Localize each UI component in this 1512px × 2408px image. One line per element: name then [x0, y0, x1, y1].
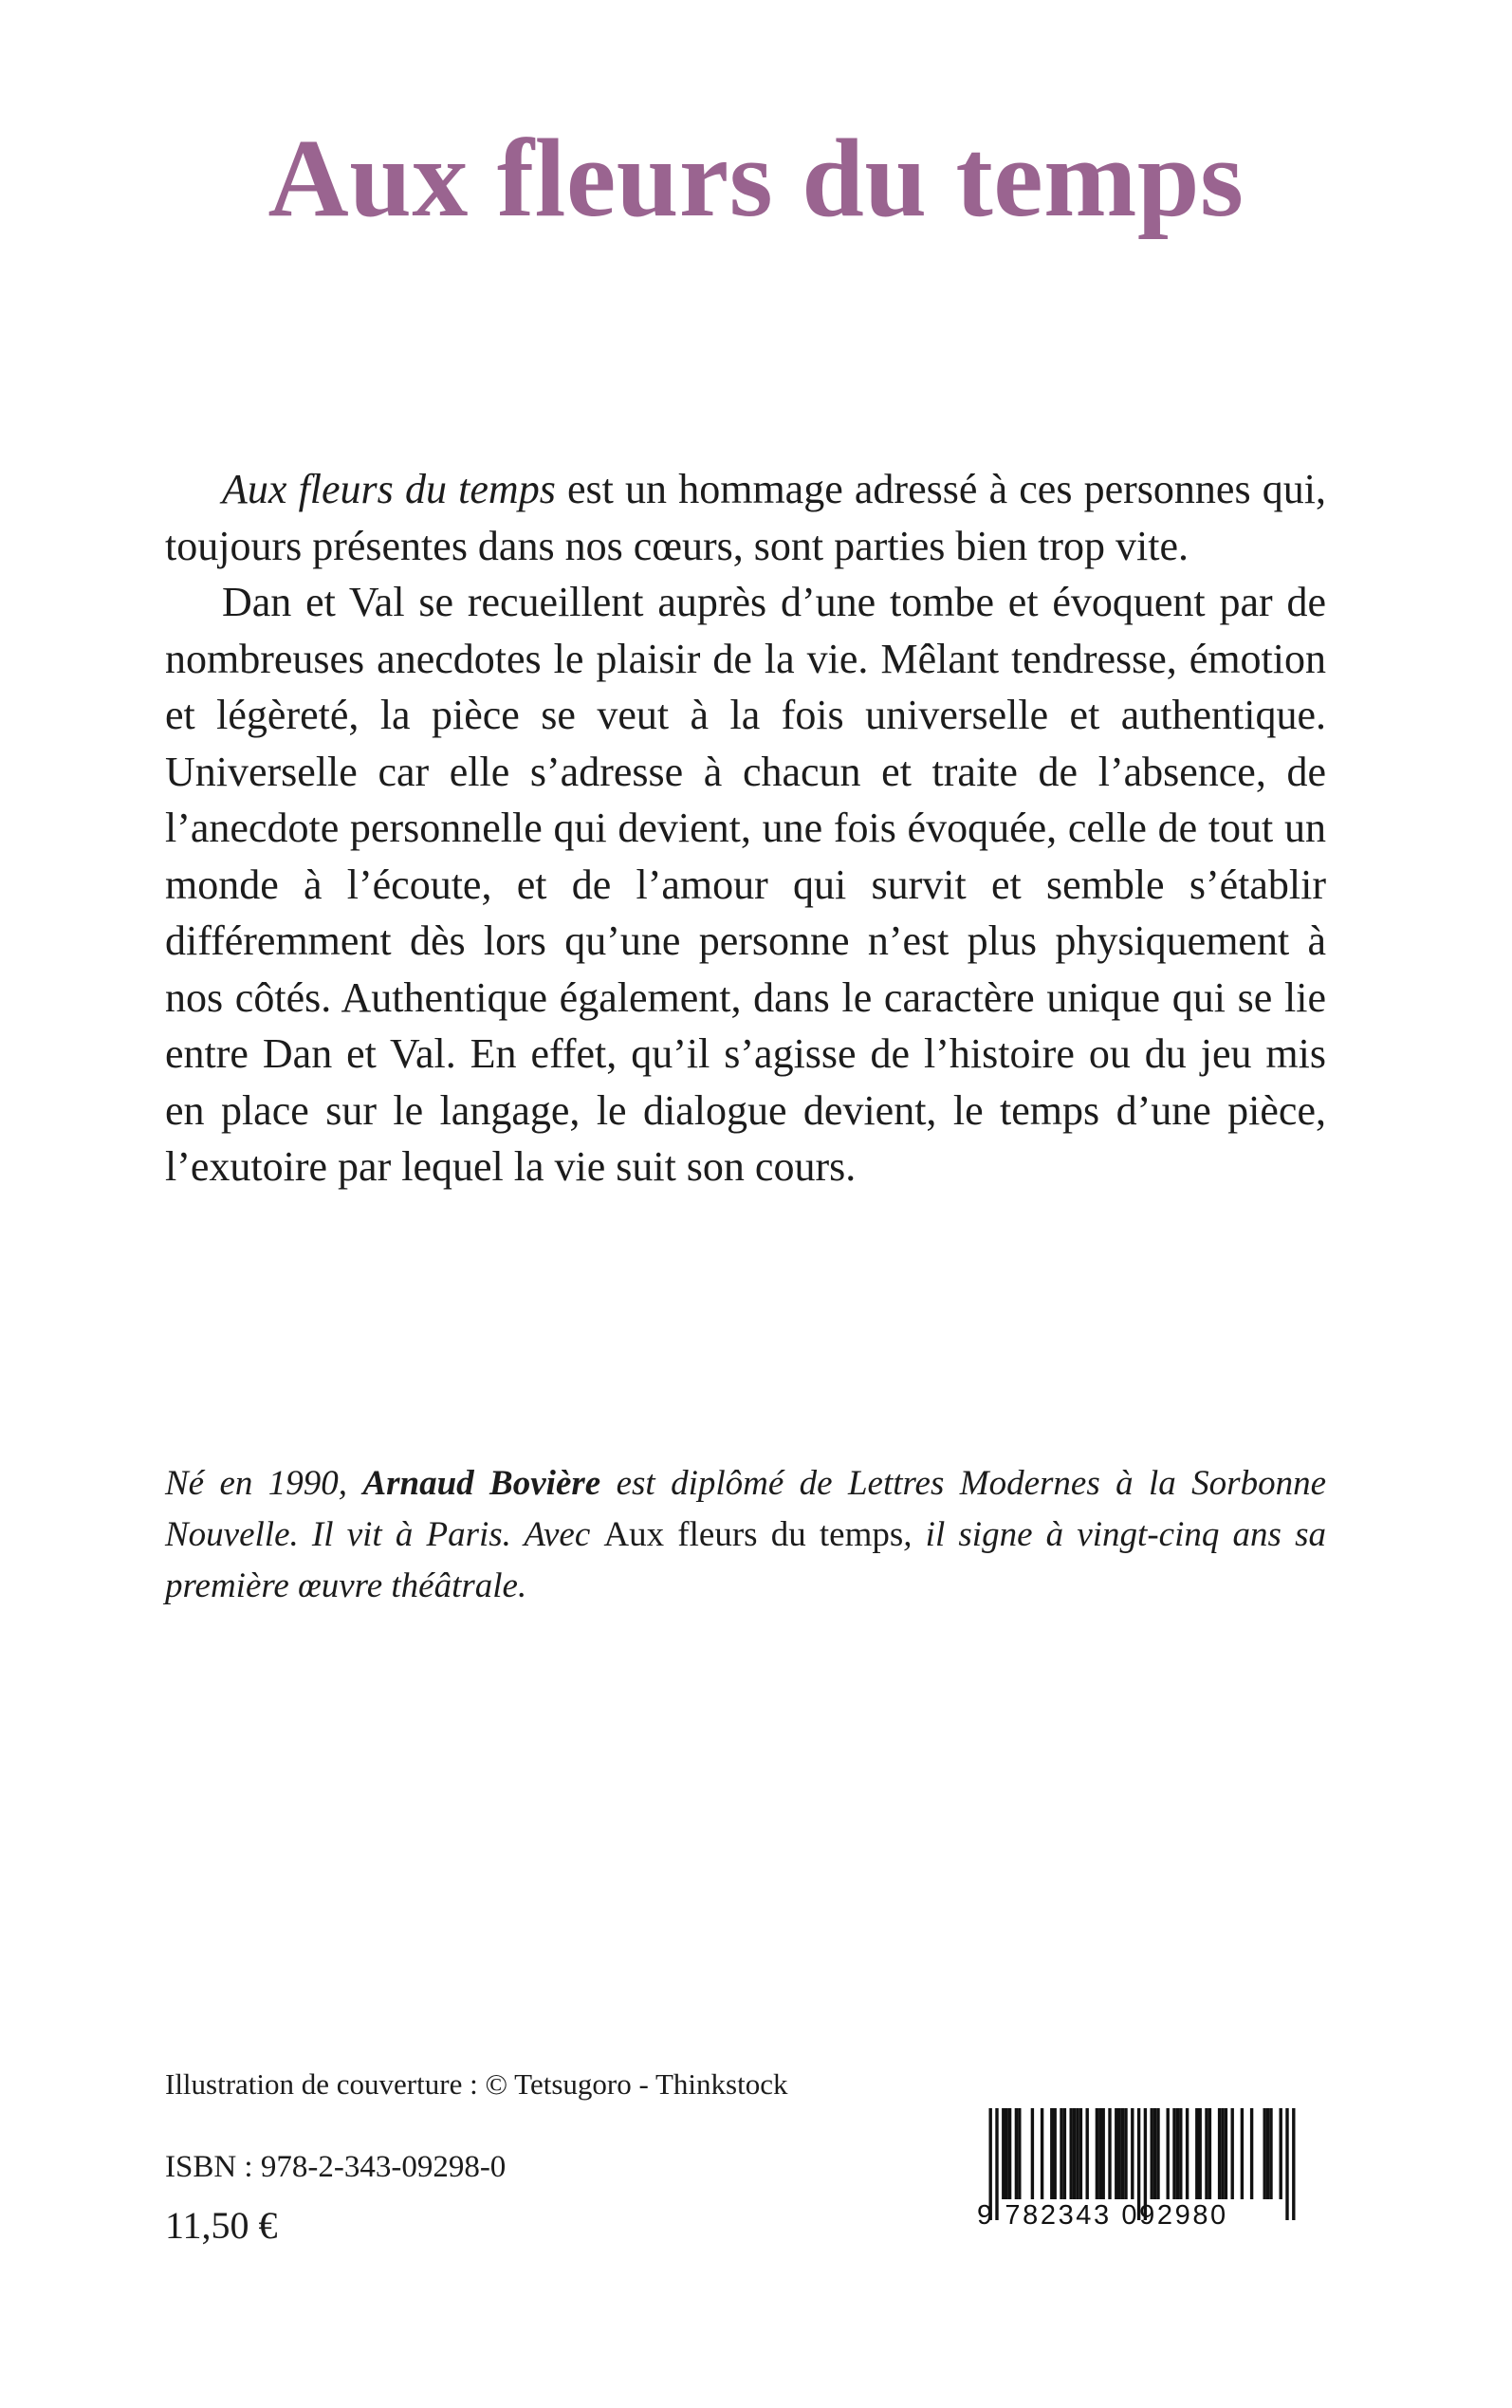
barcode-bar	[1002, 2108, 1005, 2199]
barcode-bar	[1124, 2108, 1127, 2199]
barcode-bar	[1102, 2108, 1105, 2199]
barcode-bar	[1005, 2108, 1008, 2199]
barcode-bar	[1096, 2108, 1098, 2199]
barcode-bar	[1131, 2108, 1134, 2199]
barcode-bar	[1221, 2108, 1224, 2199]
barcode-bar	[1070, 2108, 1073, 2199]
barcode-bar	[1054, 2108, 1057, 2199]
barcode-bar	[1156, 2108, 1159, 2199]
barcode-bar	[1250, 2108, 1253, 2199]
barcode-digits: 9 782343 092980	[977, 2200, 1228, 2231]
barcode-bar	[1263, 2108, 1266, 2199]
barcode-bar	[1241, 2108, 1244, 2199]
blurb-title-reference: Aux fleurs du temps	[222, 466, 556, 512]
author-name: Arnaud Bovière	[362, 1464, 601, 1503]
barcode-bar	[1115, 2108, 1117, 2199]
barcode-bar	[1098, 2108, 1101, 2199]
barcode-bar	[1008, 2108, 1011, 2199]
blurb-paragraph-1-text: est un hommage adressé à ces personnes qui, toujours présentes dans nos cœurs, sont parties bien trop vite.	[165, 466, 1326, 569]
barcode-bar	[1225, 2108, 1227, 2199]
barcode-bar	[1015, 2108, 1018, 2199]
barcode-bar	[1121, 2108, 1124, 2199]
barcode-bar	[1151, 2108, 1153, 2199]
barcode-bar	[1153, 2108, 1156, 2199]
barcode-bar	[1167, 2108, 1170, 2199]
barcode-bar	[1073, 2108, 1076, 2199]
barcode-bar	[1186, 2108, 1189, 2199]
barcode-icon	[981, 2108, 1303, 2258]
barcode-bar	[1079, 2108, 1082, 2199]
barcode-bar	[1172, 2108, 1175, 2199]
barcode-bar	[1118, 2108, 1121, 2199]
barcode-bar	[1195, 2108, 1198, 2199]
author-bio	[165, 1458, 1326, 1612]
blurb-paragraph-2: Dan et Val se recueillent auprès d’une tombe et évoquent par de nombreuses anecdotes le plaisir de la vie. Mêlant tendresse, émotion et légèreté, la pièce se veut à la fois universelle et authentique. Universelle car elle s’adresse à chacun et traite de l’absence, de l’anecdote personnelle qui devient, une fois évoquée, celle de tout un monde à l’écoute, et de l’amour qui survit et semble s’établir différemment dès lors qu’une personne n’est plus physiquement à nos côtés. Authentique également, dans le caractère unique qui se lie entre Dan et Val. En effet, qu’il s’agisse de l’histoire ou du jeu mis en place sur le langage, le dialogue devient, le temps d’une pièce, l’exutoire par lequel la vie suit son cours.	[165, 579, 1326, 1190]
barcode-bar	[1018, 2108, 1021, 2199]
book-title: Aux fleurs du temps	[267, 116, 1245, 240]
barcode-bar	[1031, 2108, 1034, 2199]
price: 11,50 €	[165, 2204, 278, 2247]
bio-text-2: est diplômé de Lettres Modernes à la Sorbonne Nouvelle. Il vit à Paris. Avec	[165, 1464, 1326, 1554]
barcode-bar	[1060, 2108, 1062, 2199]
bio-book-title: Aux fleurs du temps	[603, 1515, 904, 1554]
barcode-bar	[1041, 2108, 1043, 2199]
blurb-paragraph-1	[165, 461, 1326, 574]
barcode-bar	[1199, 2108, 1202, 2199]
barcode-bar	[1231, 2108, 1234, 2199]
barcode-bar	[1086, 2108, 1089, 2199]
barcode-bar	[1205, 2108, 1208, 2199]
isbn: ISBN : 978-2-343-09298-0	[165, 2150, 507, 2184]
barcode-bar	[1266, 2108, 1269, 2199]
back-cover-blurb	[165, 461, 1326, 1195]
barcode-bar	[1176, 2108, 1179, 2199]
barcode-bar	[1076, 2108, 1079, 2199]
bio-text-3: , il signe à vingt-cinq ans sa première œuvre théâtrale.	[165, 1515, 1326, 1605]
barcode-bar	[1063, 2108, 1066, 2199]
barcode-bar	[1179, 2108, 1182, 2199]
barcode-bar	[1108, 2108, 1111, 2199]
bio-text-1: Né en 1990,	[165, 1464, 363, 1503]
barcode-bar	[1050, 2108, 1053, 2199]
cover-illustration-credit: Illustration de couverture : © Tetsugoro - Thinkstock	[165, 2067, 788, 2101]
barcode-bar	[1269, 2108, 1272, 2199]
barcode-bar	[1208, 2108, 1211, 2199]
barcode-bar	[1218, 2108, 1221, 2199]
barcode-bar	[1280, 2108, 1282, 2199]
